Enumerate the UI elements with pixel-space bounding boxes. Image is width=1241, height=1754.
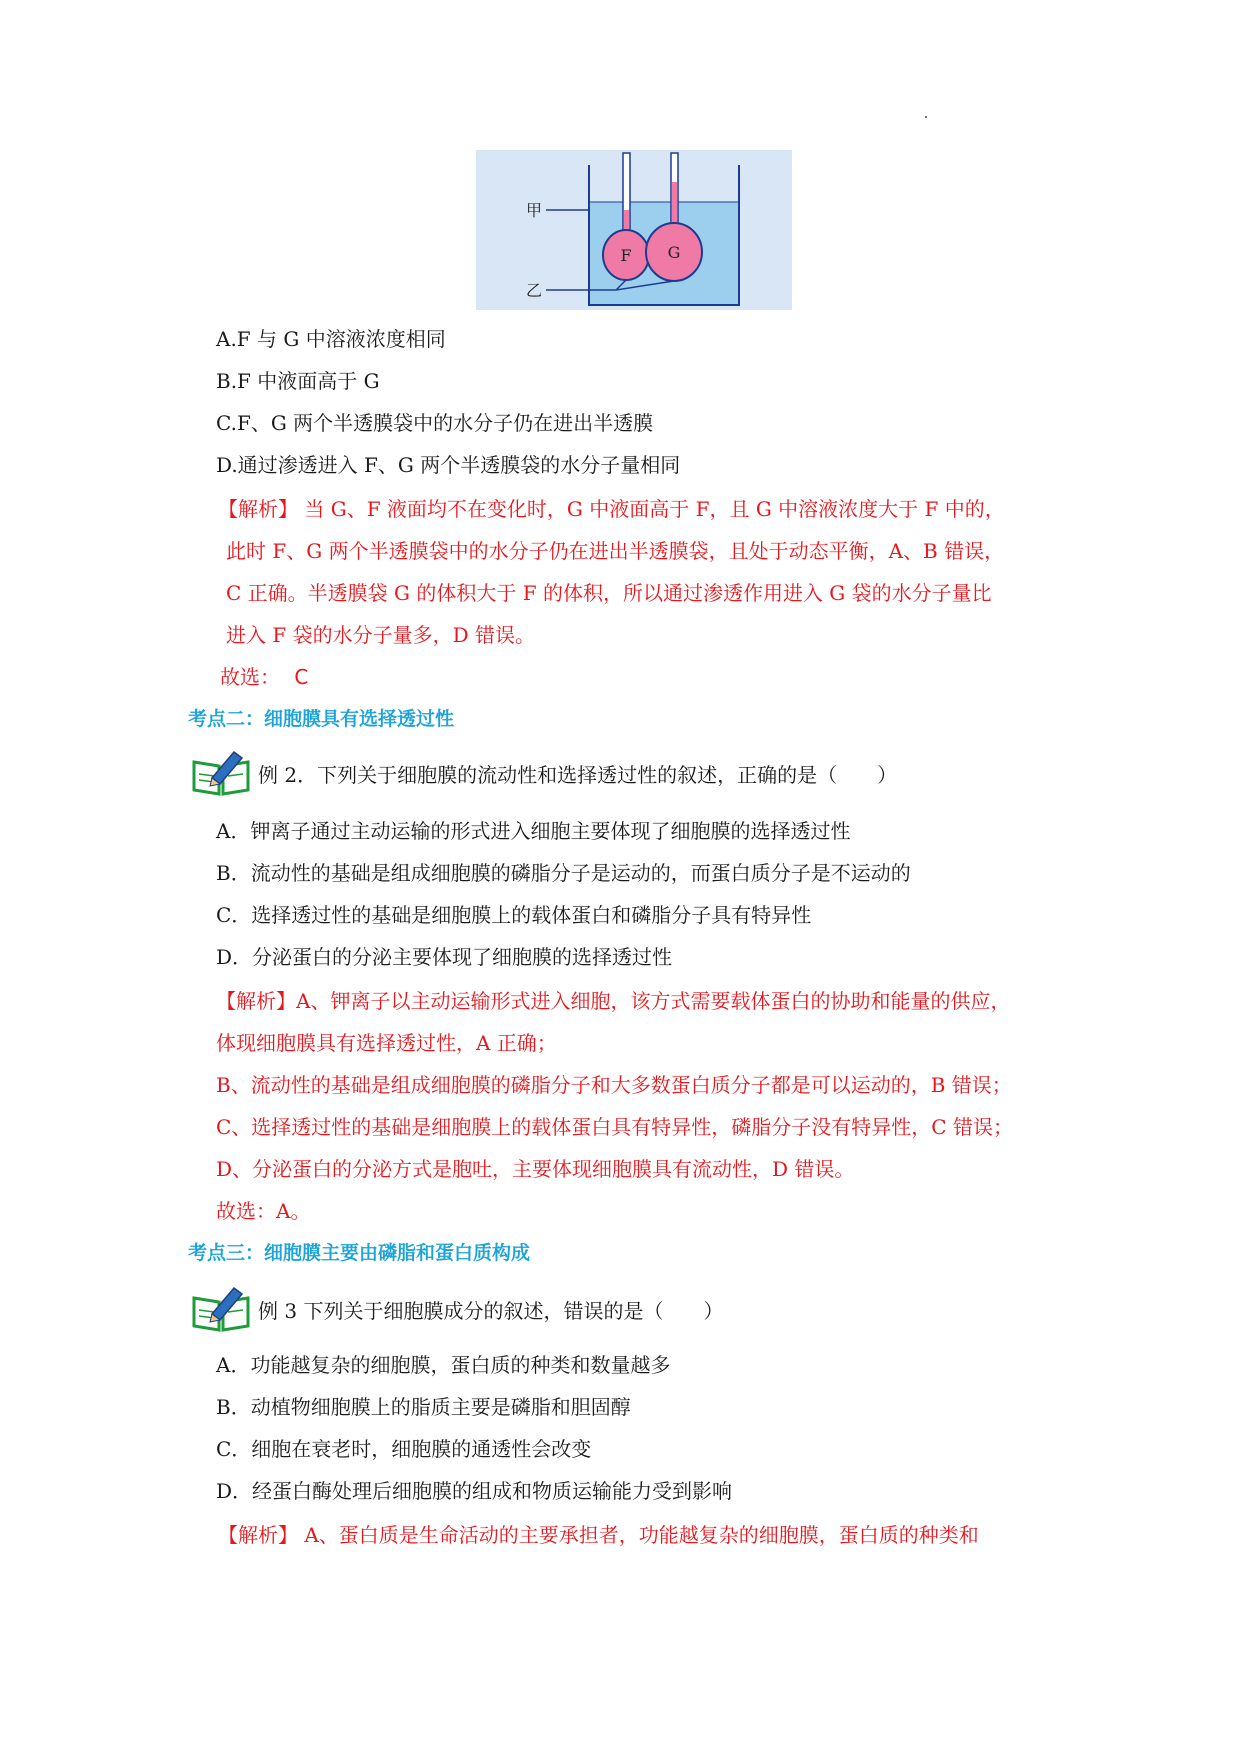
book-pencil-icon bbox=[190, 1284, 252, 1332]
bag-f-label: F bbox=[620, 246, 632, 265]
book-pencil-icon bbox=[190, 748, 252, 796]
q1-option-a: A.F 与 G 中溶液浓度相同 bbox=[216, 327, 446, 351]
section3-question: 例 3 下列关于细胞膜成分的叙述，错误的是（ ） bbox=[258, 1299, 724, 1323]
section2-question bbox=[258, 762, 897, 788]
q3-option-b: B．动植物细胞膜上的脂质主要是磷脂和胆固醇 bbox=[216, 1395, 631, 1419]
q1-analysis-line: 进入 F 袋的水分子量多，D 错误。 bbox=[226, 623, 535, 647]
q2-option-c: C．选择透过性的基础是细胞膜上的载体蛋白和磷脂分子具有特异性 bbox=[216, 903, 812, 927]
q2-option-a: A．钾离子通过主动运输的形式进入细胞主要体现了细胞膜的选择透过性 bbox=[216, 819, 851, 843]
q2-answer: 故选：A。 bbox=[216, 1199, 311, 1223]
q2-analysis-line: 【解析】A、钾离子以主动运输形式进入细胞，该方式需要载体蛋白的协助和能量的供应， bbox=[216, 989, 1011, 1013]
q3-option-c: C．细胞在衰老时，细胞膜的通透性会改变 bbox=[216, 1437, 592, 1461]
speck bbox=[925, 116, 927, 118]
label-jia: 甲 bbox=[526, 201, 543, 220]
q1-analysis-line: 【解析】 当 G、F 液面均不在变化时，G 中液面高于 F，且 G 中溶液浓度大于 F 中的， bbox=[218, 497, 1005, 521]
q2-analysis-line: B、流动性的基础是组成细胞膜的磷脂分子和大多数蛋白质分子都是可以运动的，B 错误； bbox=[216, 1073, 1012, 1097]
q2-option-d: D．分泌蛋白的分泌主要体现了细胞膜的选择透过性 bbox=[216, 945, 673, 969]
osmosis-figure bbox=[476, 150, 792, 310]
q3-option-a: A．功能越复杂的细胞膜，蛋白质的种类和数量越多 bbox=[216, 1353, 671, 1377]
q1-analysis-line: C 正确。半透膜袋 G 的体积大于 F 的体积，所以通过渗透作用进入 G 袋的水分子量比 bbox=[226, 581, 992, 605]
section3-heading: 考点三：细胞膜主要由磷脂和蛋白质构成 bbox=[188, 1242, 531, 1264]
q2-option-b: B．流动性的基础是组成细胞膜的磷脂分子是运动的，而蛋白质分子是不运动的 bbox=[216, 861, 911, 885]
q2-analysis-line: C、选择透过性的基础是细胞膜上的载体蛋白具有特异性，磷脂分子没有特异性，C 错误； bbox=[216, 1115, 1013, 1139]
q2-analysis-line: D、分泌蛋白的分泌方式是胞吐，主要体现细胞膜具有流动性，D 错误。 bbox=[216, 1157, 855, 1181]
q1-option-d: D.通过渗透进入 F、G 两个半透膜袋的水分子量相同 bbox=[216, 453, 681, 477]
q1-analysis-line: 此时 F、G 两个半透膜袋中的水分子仍在进出半透膜袋，且处于动态平衡，A、B 错误， bbox=[226, 539, 1005, 563]
q3-analysis-line: 【解析】 A、蛋白质是生命活动的主要承担者，功能越复杂的细胞膜，蛋白质的种类和 bbox=[218, 1523, 979, 1547]
bag-g-label: G bbox=[667, 243, 681, 262]
q1-option-c: C.F、G 两个半透膜袋中的水分子仍在进出半透膜 bbox=[216, 411, 654, 435]
section2-question-text: 例 2．下列关于细胞膜的流动性和选择透过性的叙述，正确的是（ ） bbox=[258, 763, 898, 787]
q1-answer bbox=[220, 664, 308, 690]
q1-answer-value: C bbox=[294, 665, 309, 689]
label-yi: 乙 bbox=[526, 281, 543, 300]
q2-analysis-line: 体现细胞膜具有选择透过性，A 正确； bbox=[216, 1031, 557, 1055]
q1-answer-label: 故选： bbox=[220, 665, 280, 689]
section2-heading: 考点二：细胞膜具有选择透过性 bbox=[188, 708, 455, 730]
q1-option-b: B.F 中液面高于 G bbox=[216, 369, 380, 393]
q3-option-d: D．经蛋白酶处理后细胞膜的组成和物质运输能力受到影响 bbox=[216, 1479, 733, 1503]
